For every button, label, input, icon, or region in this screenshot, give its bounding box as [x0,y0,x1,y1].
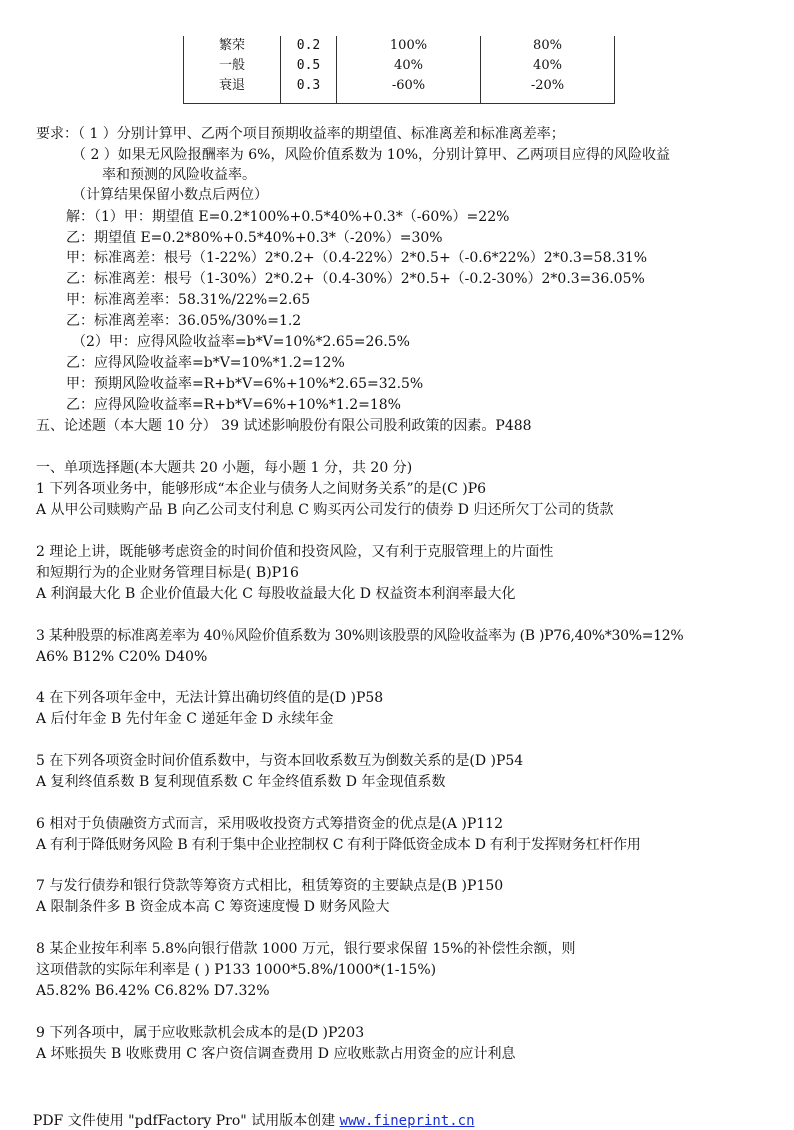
pdf-footer [24,1094,475,1130]
answer-options: A 利润最大化 B 企业价值最大化 C 每股收益最大化 D 权益资本利润率最大化 [36,586,516,602]
project-a-return-cell: 40% [337,56,481,76]
section-heading: 一、单项选择题(本大题共 20 小题，每小题 1 分，共 20 分) [36,460,413,476]
project-b-return-cell: -20% [481,76,615,104]
table-row [184,76,615,104]
question-text: 7 与发行债券和银行贷款等筹资方式相比，租赁筹资的主要缺点是(B )P150 [36,878,504,894]
solution-line: 甲：标准离差率：58.31%/22%=2.65 [66,292,311,308]
answer-options: A 后付年金 B 先付年金 C 递延年金 D 永续年金 [36,711,334,727]
solution-line: 甲：预期风险收益率=R+b*V=6%+10%*2.65=32.5% [66,376,424,392]
answer-options: A5.82% B6.42% C6.82% D7.32% [36,983,270,999]
essay-question: 五、论述题（本大题 10 分） 39 试述影响股份有限公司股利政策的因素。P488 [36,418,532,434]
solution-line: 乙：应得风险收益率=R+b*V=6%+10%*1.2=18% [66,397,401,413]
state-cell: 繁荣 [184,36,281,56]
footer-text: PDF 文件使用 "pdfFactory Pro" 试用版本创建 [32,1113,340,1129]
table-row [184,36,615,56]
state-cell: 一般 [184,56,281,76]
solution-line: 乙：期望值 E=0.2*80%+0.5*40%+0.3*（-20%）=30% [66,230,443,246]
probability-cell: 0.5 [281,56,337,76]
answer-options: A6% B12% C20% D40% [36,649,208,665]
probability-cell: 0.2 [281,36,337,56]
answer-options: A 从甲公司赎购产品 B 向乙公司支付利息 C 购买丙公司发行的债券 D 归还所欠丁公司的货款 [36,502,614,518]
answer-options: A 坏账损失 B 收账费用 C 客户资信调查费用 D 应收账款占用资金的应计利息 [36,1046,516,1062]
question-text: 1 下列各项业务中，能够形成“本企业与债务人之间财务关系”的是(C )P6 [36,481,487,497]
table-row [184,56,615,76]
solution-line: （2）甲：应得风险收益率=b*V=10%*2.65=26.5% [72,334,410,350]
fineprint-link[interactable]: www.fineprint.cn [339,1113,475,1129]
project-b-return-cell: 40% [481,56,615,76]
question-text: 这项借款的实际年利率是 ( ) P133 1000*5.8%/1000*(1-15%) [36,962,437,978]
project-b-return-cell: 80% [481,36,615,56]
question-text: 9 下列各项中，属于应收账款机会成本的是(D )P203 [36,1025,365,1041]
question-text: 8 某企业按年利率 5.8%向银行借款 1000 万元，银行要求保留 15%的补偿性余额，则 [36,941,576,957]
project-a-return-cell: -60% [337,76,481,104]
project-a-return-cell: 100% [337,36,481,56]
calculation-note: （计算结果保留小数点后两位） [72,187,268,203]
answer-options: A 限制条件多 B 资金成本高 C 筹资速度慢 D 财务风险大 [36,899,390,915]
question-text: 2 理论上讲，既能够考虑资金的时间价值和投资风险，又有利于克服管理上的片面性 [36,544,554,560]
solution-line: 解：（1）甲：期望值 E=0.2*100%+0.5*40%+0.3*（-60%）=22% [66,209,510,225]
solution-line: 乙：应得风险收益率=b*V=10%*1.2=12% [66,355,345,371]
question-text: 3 某种股票的标准离差率为 40％风险价值系数为 30%则该股票的风险收益率为 (B )P76,40%*30%=12% [36,628,684,644]
solution-line: 甲：标准离差：根号（1-22%）2*0.2+（0.4-22%）2*0.5+（-0.6*22%）2*0.3=58.31% [66,250,648,266]
question-text: 6 相对于负债融资方式而言，采用吸收投资方式筹措资金的优点是(A )P112 [36,816,503,832]
question-text: 5 在下列各项资金时间价值系数中，与资本回收系数互为倒数关系的是(D )P54 [36,753,524,769]
risk-table [183,36,615,104]
solution-line: 乙：标准离差：根号（1-30%）2*0.2+（0.4-30%）2*0.5+（-0.2-30%）2*0.3=36.05% [66,271,645,287]
probability-cell: 0.3 [281,76,337,104]
requirement-text: 率和预测的风险收益率。 [102,167,256,183]
requirement-text: （ 2 ）如果无风险报酬率为 6%，风险价值系数为 10%，分别计算甲、乙两项目应得的风险收益 [72,147,671,163]
question-text: 和短期行为的企业财务管理目标是( B)P16 [36,565,299,581]
answer-options: A 有利于降低财务风险 B 有利于集中企业控制权 C 有利于降低资金成本 D 有利于发挥财务杠杆作用 [36,837,641,853]
solution-line: 乙：标准离差率：36.05%/30%=1.2 [66,313,302,329]
state-cell: 衰退 [184,76,281,104]
requirement-text: 要求：（ 1 ）分别计算甲、乙两个项目预期收益率的期望值、标准离差和标准离差率； [36,126,565,142]
answer-options: A 复利终值系数 B 复利现值系数 C 年金终值系数 D 年金现值系数 [36,774,446,790]
question-text: 4 在下列各项年金中，无法计算出确切终值的是(D )P58 [36,690,384,706]
